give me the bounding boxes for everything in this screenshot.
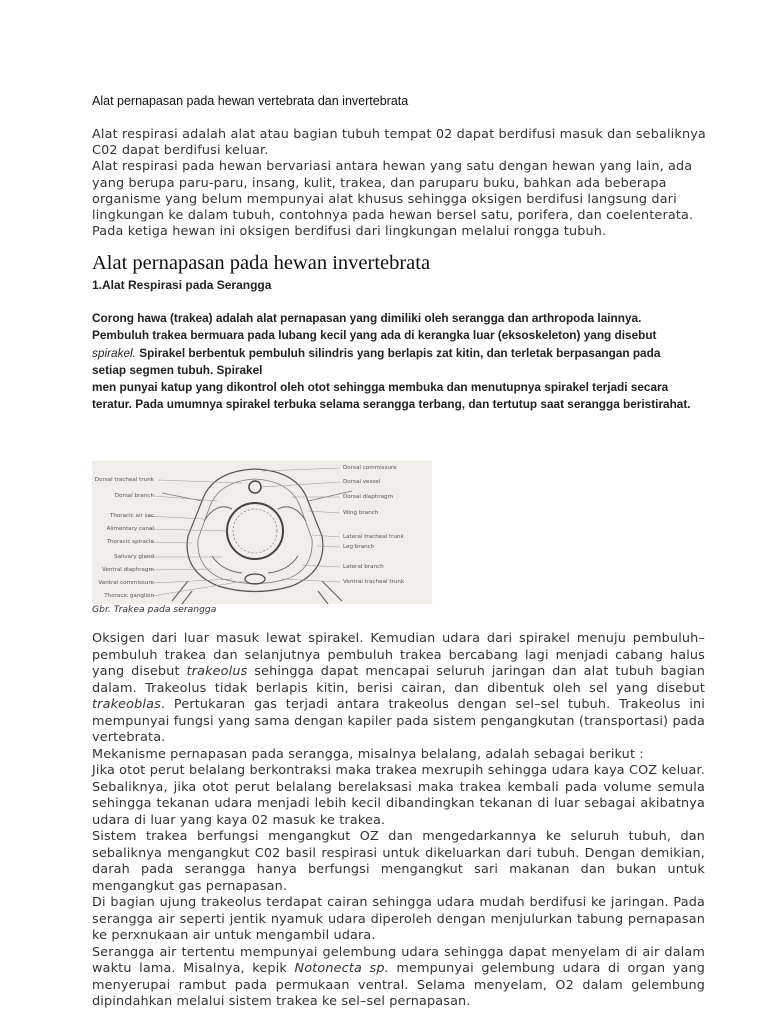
canal-inner	[233, 509, 277, 553]
figure-label-left: Alimentary canal	[106, 526, 154, 532]
intro-section	[92, 127, 712, 240]
trakea-description	[92, 310, 692, 414]
figure-label-right: Dorsal vessel	[343, 479, 381, 485]
figure-label-left: Dorsal tracheal trunk	[94, 477, 154, 483]
trakea-text-2: Spirakel berbentuk pembuluh silindris yang berlapis zat kitin, dan terletak berpasangan pada setiap segmen tubuh. Spirakel	[92, 345, 661, 377]
inner-outline	[198, 479, 312, 584]
trakeoblas-term: trakeoblas	[92, 697, 161, 712]
p1-text-c: . Pertukaran gas terjadi antara trakeolus dengan sel–sel tubuh. Trakeolus ini mempunyai fungsi yang sama dengan kapiler pada sistem pengangkutan (transportasi) pada vertebrata.	[92, 697, 705, 745]
intro-paragraph-2: Alat respirasi pada hewan bervariasi antara hewan yang satu dengan hewan yang lain, ada yang berupa paru-paru, insang, kulit, trakea, dan paruparu buku, bahkan ada beberapa organisme yang belum mempunyai alat khusus sehingga oksigen berdifusi langsung dari lingkungan ke dalam tubuh, contohnya pada hewan bersel satu, porifera, dan coelenterata. Pada ketiga hewan ini oksigen berdifusi dari lingkungan melalui rongga tubuh.	[92, 159, 694, 240]
insect-trachea-diagram	[92, 461, 432, 604]
figure-label-left: Salivary gland	[114, 554, 154, 560]
trakeolus-term: trakeolus	[186, 664, 248, 679]
figure-caption: Gbr. Trakea pada serangga	[92, 604, 217, 615]
trakea-text-1: Corong hawa (trakea) adalah alat pernapasan yang dimiliki oleh serangga dan arthropoda lainnya. Pembuluh trakea bermuara pada lubang kecil yang ada di kerangka luar (eksoskeleton) yang disebut	[92, 311, 657, 343]
figure-label-left: Ventral commissure	[98, 580, 154, 586]
body-paragraph-1	[92, 631, 705, 747]
p6-text-a: Serangga air tertentu mempunyai gelembung udara sehingga dapat menyelam di air dalam waktu lama. Misalnya, kepik	[92, 944, 705, 976]
body-paragraph-6	[92, 945, 705, 1011]
body-paragraph-3: Jika otot perut belalang berkontraksi maka trakea mexrupih sehingga udara kaya COZ keluar. Sebaliknya, jika otot perut belalang berelaksasi maka trakea kembali pada volume semula sehingga tekanan udara menjadi lebih kecil dibandingkan tekanan di luar sebagai akibatnya udara di luar yang kaya 02 masuk ke trakea.	[92, 763, 705, 828]
spirakel-term: spirakel.	[92, 345, 136, 360]
body-section	[92, 631, 705, 1011]
p6-text-b: mempunyai gelembung udara di organ yang menyerupai rambut pada permukaan ventral. Selama menyelam, O2 dalam gelembung dipindahkan melalui sistem trakea ke sel–sel pernapasan.	[92, 961, 705, 1009]
body-paragraph-5: Di bagian ujung trakeolus terdapat cairan sehingga udara mudah berdifusi ke jaringan. Pada serangga air seperti jentik nyamuk udara diperoleh dengan menjulurkan tabung pernapasan ke perxnukaan air untuk mengambil udara.	[92, 895, 705, 943]
figure-label-right: Lateral branch	[343, 564, 384, 570]
body-paragraph-2: Mekanisme pernapasan pada serangga, misalnya belalang, adalah sebagai berikut :	[92, 746, 644, 762]
figure-label-right: Lateral tracheal trunk	[343, 534, 404, 540]
figure-label-left: Thoracic ganglion	[104, 593, 154, 599]
figure-label-left: Ventral diaphragm	[102, 567, 154, 573]
dorsal-vessel	[249, 481, 261, 493]
figure-label-left: Thoracic spiracle	[106, 539, 154, 545]
body-paragraph-4: Sistem trakea berfungsi mengangkut OZ dan mengedarkannya ke seluruh tubuh, dan sebaliknya mengangkut C02 basil respirasi untuk dikeluarkan dari tubuh. Dengan demikian, darah pada serangga hanya berfungsi mengangkut sari makanan dan bukan untuk mengangkut gas pernapasan.	[92, 829, 705, 894]
document-title: Alat pernapasan pada hewan vertebrata dan invertebrata	[92, 94, 409, 108]
alimentary-canal	[227, 503, 283, 559]
trakea-figure	[92, 461, 432, 604]
figure-label-left: Thoracic air sac	[109, 513, 154, 519]
heading-invertebrata: Alat pernapasan pada hewan invertebrata	[92, 252, 431, 274]
figure-label-left: Dorsal branch	[114, 493, 154, 499]
p1-text-a: Oksigen dari luar masuk lewat spirakel. Kemudian udara dari spirakel menuju pembuluh–pembuluh trakea dan selanjutnya pembuluh trakea bercabang lagi menjadi cabang halus yang disebut	[92, 631, 705, 679]
heading-serangga: 1.Alat Respirasi pada Serangga	[92, 278, 272, 292]
intro-paragraph-1: Alat respirasi adalah alat atau bagian tubuh tempat 02 dapat berdifusi masuk dan sebaliknya C02 dapat berdifusi keluar.	[92, 127, 706, 159]
figure-label-right: Dorsal diaphragm	[343, 494, 394, 500]
notonecta-term: Notonecta sp.	[294, 961, 389, 976]
thoracic-ganglion	[245, 574, 265, 584]
figure-label-right: Dorsal commissure	[343, 465, 397, 471]
air-sacs	[204, 507, 306, 521]
trakea-text-3: men punyai katup yang dikontrol oleh otot sehingga membuka dan menutupnya spirakel terjadi secara teratur. Pada umumnya spirakel terbuka selama serangga terbang, dan tertutup saat serangga beristirahat.	[92, 380, 691, 412]
p1-text-b: sehingga dapat mencapai seluruh jaringan dan alat tubuh bagian dalam. Trakeolus tidak berlapis kitin, berisi cairan, dan dibentuk oleh sel yang disebut	[92, 664, 705, 696]
figure-label-right: Ventral tracheal trunk	[343, 579, 405, 585]
figure-label-right: Leg branch	[343, 544, 375, 550]
figure-label-right: Wing branch	[343, 510, 379, 516]
